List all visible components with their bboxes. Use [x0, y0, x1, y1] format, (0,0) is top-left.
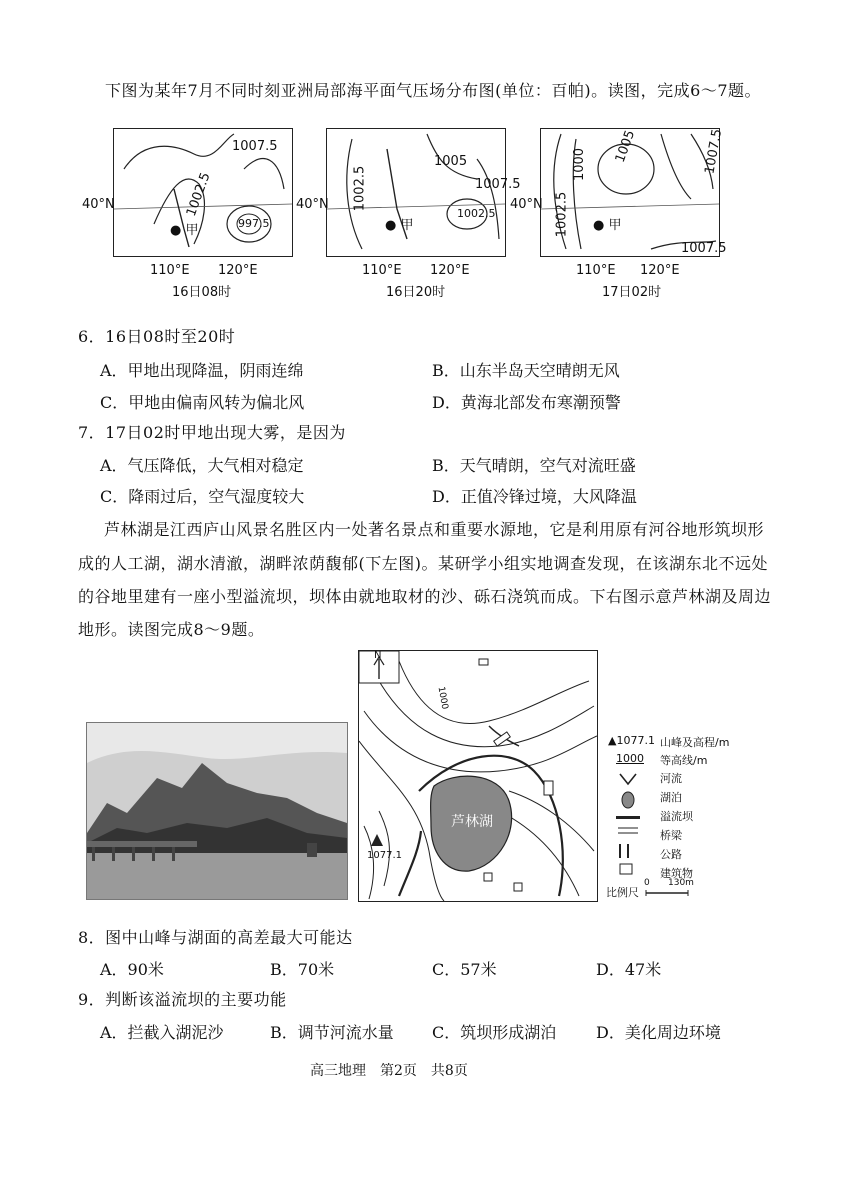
q9-option-d[interactable]: D．美化周边环境: [596, 1023, 721, 1042]
legend-text-building: 建筑物: [660, 867, 693, 880]
lon-label: 110°E: [150, 263, 190, 278]
isobar-label: 1002.5: [183, 170, 214, 219]
lon-label: 120°E: [430, 263, 470, 278]
q7-option-a[interactable]: A．气压降低，大气相对稳定: [100, 456, 304, 475]
isobar-label: 1002.5: [457, 207, 496, 220]
q8-option-d[interactable]: D．47米: [596, 960, 662, 979]
q8-option-a[interactable]: A．90米: [100, 960, 164, 979]
page-footer: 高三地理 第2页 共8页: [310, 1063, 468, 1079]
legend-text-peak: 山峰及高程/m: [660, 736, 730, 749]
q7-option-c[interactable]: C．降雨过后，空气湿度较大: [100, 487, 305, 506]
lat-label: 40°N: [82, 197, 115, 212]
scale-zero: 0: [644, 878, 650, 888]
isobar-label: 1007.5: [232, 139, 278, 154]
isobar-label: 1007.5: [681, 241, 727, 256]
pressure-map-2: [326, 128, 521, 257]
place-label: 甲: [400, 218, 414, 233]
legend-text-road: 公路: [660, 848, 682, 861]
q8-option-b[interactable]: B．70米: [270, 960, 335, 979]
q6-option-a[interactable]: A．甲地出现降温，阴雨连绵: [100, 361, 304, 380]
legend-text-contour: 等高线/m: [660, 754, 708, 767]
scale-line: [644, 890, 694, 896]
scale-bar: [606, 880, 716, 900]
contour-lines: [359, 651, 597, 901]
isobar-label: 1005: [612, 128, 639, 165]
question-8-stem: 8．图中山峰与湖面的高差最大可能达: [78, 928, 353, 947]
lat-label: 40°N: [510, 197, 543, 212]
place-marker: ● 甲: [593, 218, 622, 233]
legend-symbols: [608, 768, 653, 878]
legend-symbol-contour: 1000: [616, 752, 644, 765]
isobar-label: 1000: [572, 147, 588, 182]
scale-label: 比例尺: [606, 886, 639, 899]
place-label: 甲: [185, 223, 199, 238]
legend-text-dam: 溢流坝: [660, 810, 693, 823]
q6-option-c[interactable]: C．甲地由偏南风转为偏北风: [100, 393, 305, 412]
isobar-label: 1007.5: [475, 177, 521, 192]
pressure-map-1: [113, 128, 293, 257]
isobar-label: 1007.5: [702, 127, 726, 176]
place-marker: ● 甲: [385, 218, 414, 233]
question-7-stem: 7．17日02时甲地出现大雾，是因为: [78, 423, 346, 442]
contour-label: 1000: [435, 685, 450, 711]
north-arrow-label: N: [374, 650, 382, 661]
q6-option-b[interactable]: B．山东半岛天空晴朗无风: [432, 361, 620, 380]
topographic-map: [358, 650, 598, 902]
lon-label: 110°E: [576, 263, 616, 278]
scale-value: 130m: [668, 878, 694, 888]
place-label: 甲: [608, 218, 622, 233]
q6-option-d[interactable]: D．黄海北部发布寒潮预警: [432, 393, 621, 412]
question-9-stem: 9．判断该溢流坝的主要功能: [78, 990, 287, 1009]
legend-symbol-peak: ▲1077.1: [608, 734, 655, 747]
q7-option-d[interactable]: D．正值冷锋过境，大风降温: [432, 487, 637, 506]
intro-text-8-9-line2: 成的人工湖，湖水清澈，湖畔浓荫馥郁(下左图)。某研学小组实地调查发现，在该湖东北不远处: [78, 554, 768, 573]
map-legend: [608, 734, 748, 894]
intro-text-8-9-line3: 的谷地里建有一座小型溢流坝，坝体由就地取材的沙、砾石浇筑而成。下右图示意芦林湖及周边: [78, 587, 772, 606]
lake-photo: [86, 722, 348, 900]
isobar-label: 1002.5: [352, 165, 368, 212]
legend-text-river: 河流: [660, 772, 682, 785]
q9-option-a[interactable]: A．拦截入湖泥沙: [100, 1023, 224, 1042]
intro-text-8-9-line4: 地形。读图完成8～9题。: [78, 620, 265, 639]
peak-elevation-label: 1077.1: [367, 850, 402, 861]
q7-option-b[interactable]: B．天气晴朗，空气对流旺盛: [432, 456, 636, 475]
lon-label: 120°E: [218, 263, 258, 278]
time-label: 16日08时: [172, 285, 232, 300]
isobar-label: 1002.5: [554, 191, 570, 238]
lat-label: 40°N: [296, 197, 329, 212]
pressure-map-3: [540, 127, 727, 257]
lon-label: 120°E: [640, 263, 680, 278]
legend-text-bridge: 桥梁: [660, 829, 682, 842]
question-6-stem: 6．16日08时至20时: [78, 327, 236, 346]
q8-option-c[interactable]: C．57米: [432, 960, 497, 979]
time-label: 16日20时: [386, 285, 446, 300]
intro-text-8-9-line1: 芦林湖是江西庐山风景名胜区内一处著名景点和重要水源地，它是利用原有河谷地形筑坝形: [104, 520, 765, 539]
isobar-label: 997.5: [238, 217, 270, 230]
place-marker: ● 甲: [170, 223, 199, 238]
q9-option-b[interactable]: B．调节河流水量: [270, 1023, 394, 1042]
lake-label: 芦林湖: [451, 814, 493, 830]
lon-label: 110°E: [362, 263, 402, 278]
time-label: 17日02时: [602, 285, 662, 300]
intro-text-6-7: 下图为某年7月不同时刻亚洲局部海平面气压场分布图(单位：百帕)。读图，完成6～7题。: [105, 81, 762, 100]
lake-photo-drawing: [87, 723, 347, 899]
legend-text-lake: 湖泊: [660, 791, 682, 804]
q9-option-c[interactable]: C．筑坝形成湖泊: [432, 1023, 557, 1042]
isobar-label: 1005: [434, 154, 468, 169]
